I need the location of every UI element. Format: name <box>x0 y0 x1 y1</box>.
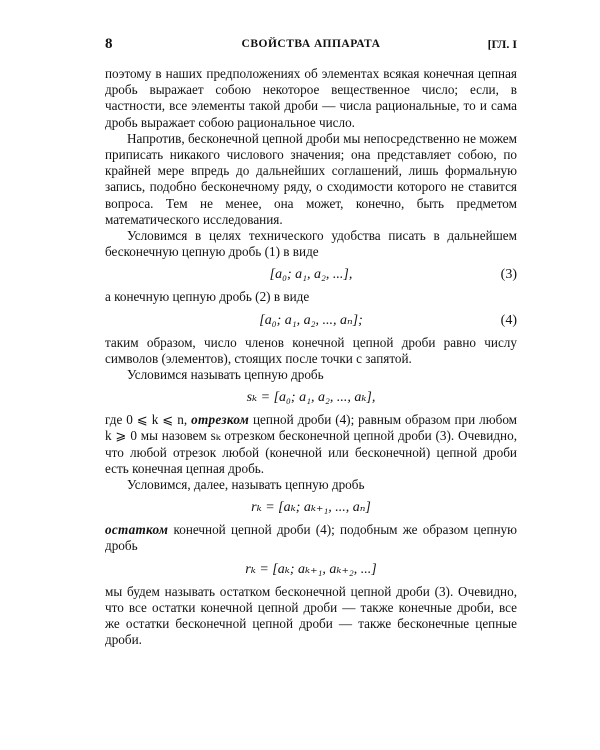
equation-number: (4) <box>500 312 517 328</box>
formula-rk-finite <box>105 499 517 517</box>
paragraph: Условимся называть цепную дробь <box>127 367 324 383</box>
formula-expression: [a₀; a₁, a₂, ...], <box>269 267 353 283</box>
paragraph: таким образом, число членов конечной цепной дроби равно числу символов (элементов), стоящих после точки с запятой. <box>105 334 517 366</box>
term-segment: отрезком <box>191 412 250 428</box>
formula-3 <box>105 266 517 284</box>
formula-rk-infinite <box>105 561 517 579</box>
formula-4 <box>105 312 517 330</box>
running-title: СВОЙСТВА АППАРАТА <box>241 38 381 50</box>
paragraph: Напротив, бесконечной цепной дроби мы непосредственно не можем приписать никакого числового значения; она представляет собою, по крайней мере впредь до дальнейших соглашений, лишь формальную запись, подобно бесконечному ряду, о сходимости которого не ставится вопроса. Тем не менее, она может, конечно, быть предметом математического исследования. <box>105 130 517 227</box>
paragraph: Условимся, далее, называть цепную дробь <box>127 477 365 493</box>
formula-expression: rₖ = [aₖ; aₖ₊₁, aₖ₊₂, ...] <box>245 561 377 577</box>
paragraph <box>105 522 517 554</box>
text-run: конечной цепной дроби (4); подобным же образом цепную дробь <box>105 522 518 554</box>
paragraph: Условимся в целях технического удобства писать в дальнейшем бесконечную цепную дробь (1) в виде <box>105 228 517 260</box>
page-header <box>105 36 517 56</box>
formula-expression: [a₀; a₁, a₂, ..., aₙ]; <box>259 312 363 328</box>
page-number: 8 <box>105 36 113 52</box>
term-remainder: остатком <box>105 522 169 538</box>
paragraph: мы будем называть остатком бесконечной цепной дроби (3). Очевидно, что все остатки конечной цепной дроби — также конечные дроби, все же остатки бесконечной цепной дроби — также бесконечные цепные дроби. <box>105 583 517 648</box>
paragraph <box>105 412 517 477</box>
chapter-label: [ГЛ. I <box>487 37 517 51</box>
formula-expression: rₖ = [aₖ; aₖ₊₁, ..., aₙ] <box>251 500 371 516</box>
equation-number: (3) <box>500 267 517 283</box>
text-run: где 0 ⩽ k ⩽ n, <box>105 412 188 428</box>
formula-expression: sₖ = [a₀; a₁, a₂, ..., aₖ], <box>246 390 376 406</box>
formula-sk <box>105 389 517 407</box>
text-run: цепной дроби (4); равным образом при любом k ⩾ 0 мы назовем sₖ отрезком бесконечной цепной дроби (3). Очевидно, что любой отрезок любой (конечной или бесконечной) цепной дроби есть конечная цепная дробь. <box>105 412 518 476</box>
paragraph: а конечную цепную дробь (2) в виде <box>105 289 310 305</box>
page-body <box>105 66 517 648</box>
paragraph: поэтому в наших предположениях об элементах всякая конечная цепная дробь выражает собою некоторое вещественное число; если, в частности, все элементы такой дроби — числа рациональные, то и сама дробь выражает собою рациональное число. <box>105 66 517 130</box>
